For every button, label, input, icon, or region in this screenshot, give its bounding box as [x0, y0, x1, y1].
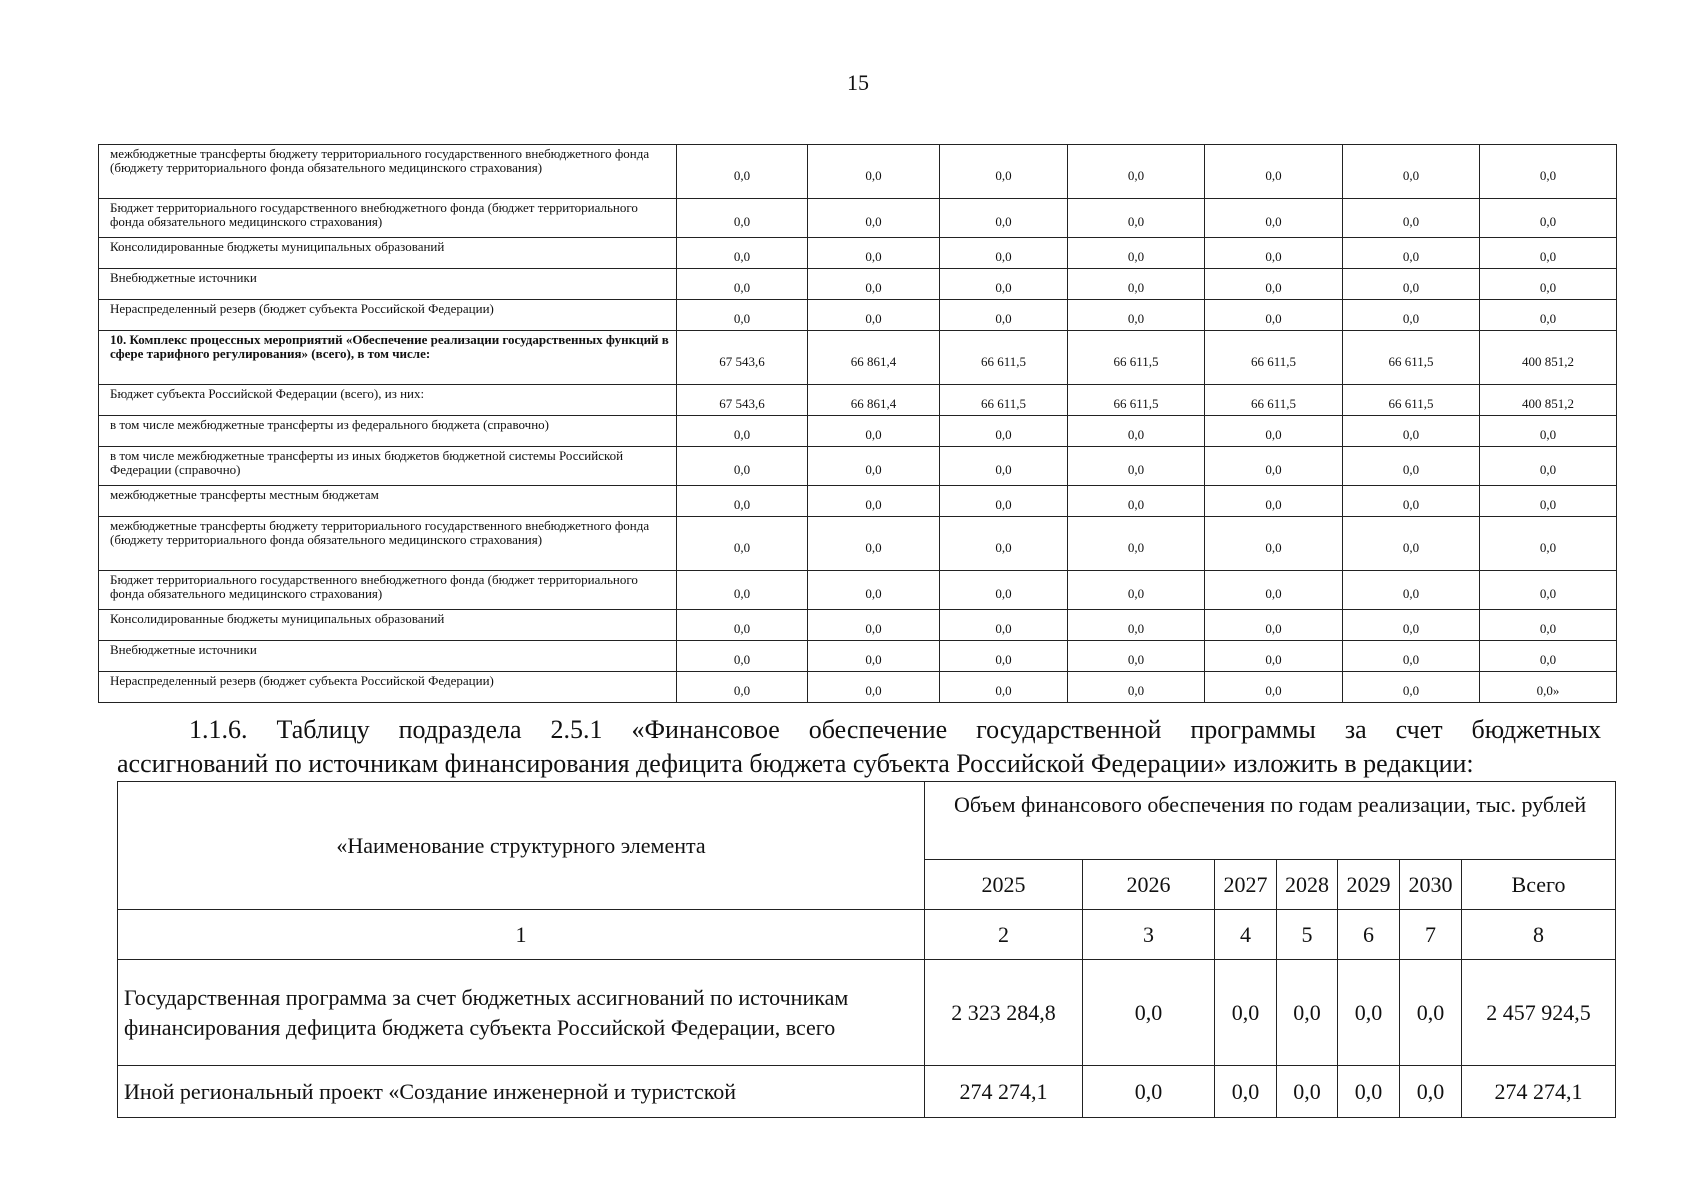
cell-value: 0,0: [1205, 517, 1343, 571]
cell-value: 0,0: [940, 269, 1068, 300]
cell-value: 0,0: [1343, 447, 1480, 486]
cell-value: 0,0: [1480, 641, 1617, 672]
cell-value: 0,0: [677, 641, 808, 672]
row-name: 10. Комплекс процессных мероприятий «Обеспечение реализации государственных функций в сфере тарифного регулирования» (всего), в том числе:: [99, 331, 677, 385]
cell-value: 0,0: [808, 238, 940, 269]
cell-value: 0,0: [1215, 1066, 1277, 1118]
row-name: Государственная программа за счет бюджетных ассигнований по источникам финансирования дефицита бюджета субъекта Российской Федерации, всего: [118, 960, 925, 1066]
column-number: 3: [1083, 910, 1215, 960]
cell-value: 0,0: [1343, 571, 1480, 610]
cell-value: 0,0: [940, 571, 1068, 610]
cell-value: 0,0: [1480, 447, 1617, 486]
cell-value: 0,0: [1480, 486, 1617, 517]
cell-value: 0,0: [940, 416, 1068, 447]
cell-value: 0,0: [940, 300, 1068, 331]
cell-value: 0,0: [1068, 610, 1205, 641]
cell-value: 67 543,6: [677, 385, 808, 416]
cell-value: 0,0: [677, 610, 808, 641]
cell-value: 0,0: [1205, 641, 1343, 672]
column-number: 1: [118, 910, 925, 960]
row-name: Иной региональный проект «Создание инженерной и туристской: [118, 1066, 925, 1118]
column-number: 2: [925, 910, 1083, 960]
cell-value: 66 611,5: [940, 385, 1068, 416]
cell-value: 0,0: [1343, 672, 1480, 703]
cell-value: 0,0: [940, 610, 1068, 641]
cell-value: 0,0: [1068, 571, 1205, 610]
cell-value: 0,0: [1205, 486, 1343, 517]
cell-value: 0,0: [1205, 610, 1343, 641]
cell-value: 0,0: [677, 238, 808, 269]
year-header: 2026: [1083, 860, 1215, 910]
cell-value: 0,0: [1277, 960, 1338, 1066]
cell-value: 0,0: [1480, 145, 1617, 199]
cell-value: 0,0: [1068, 517, 1205, 571]
table-row: [99, 486, 1617, 517]
row-name: межбюджетные трансферты бюджету территориального государственного внебюджетного фонда (бюджету территориального фонда обязательного медицинского страхования): [99, 517, 677, 571]
cell-value: 0,0: [940, 517, 1068, 571]
cell-value: 2 323 284,8: [925, 960, 1083, 1066]
cell-value: 66 861,4: [808, 385, 940, 416]
cell-value: 0,0: [1068, 238, 1205, 269]
row-name: Бюджет субъекта Российской Федерации (всего), из них:: [99, 385, 677, 416]
cell-value: 274 274,1: [925, 1066, 1083, 1118]
table-row: [99, 641, 1617, 672]
row-name: Внебюджетные источники: [99, 641, 677, 672]
cell-value: 0,0: [940, 641, 1068, 672]
cell-value: 0,0: [1400, 960, 1462, 1066]
cell-value: 0,0: [677, 517, 808, 571]
cell-value: 0,0: [1343, 300, 1480, 331]
cell-value: 0,0: [940, 238, 1068, 269]
cell-value: 0,0: [1343, 199, 1480, 238]
cell-value: 400 851,2: [1480, 331, 1617, 385]
amendment-paragraph: [117, 713, 1601, 781]
cell-value: 0,0: [808, 300, 940, 331]
table-row: [99, 610, 1617, 641]
cell-value: 0,0: [1343, 269, 1480, 300]
cell-value: 0,0: [1480, 199, 1617, 238]
cell-value: 0,0: [1343, 641, 1480, 672]
table-row: [99, 447, 1617, 486]
paragraph-line-1: 1.1.6. Таблицу подраздела 2.5.1 «Финансовое обеспечение государственной программы за счет бюджетных: [189, 715, 1601, 744]
table-row: [99, 416, 1617, 447]
year-header: 2025: [925, 860, 1083, 910]
funding-table-continued: [98, 144, 1617, 703]
cell-value: 0,0: [1205, 145, 1343, 199]
row-name: Консолидированные бюджеты муниципальных образований: [99, 610, 677, 641]
cell-value: 0,0: [677, 300, 808, 331]
cell-value: 0,0: [808, 641, 940, 672]
cell-value: 0,0: [1205, 199, 1343, 238]
cell-value: 0,0: [1068, 269, 1205, 300]
cell-value: 274 274,1: [1462, 1066, 1616, 1118]
cell-value: 0,0: [808, 672, 940, 703]
row-name: Консолидированные бюджеты муниципальных образований: [99, 238, 677, 269]
row-name: межбюджетные трансферты местным бюджетам: [99, 486, 677, 517]
row-name: в том числе межбюджетные трансферты из иных бюджетов бюджетной системы Российской Федерации (справочно): [99, 447, 677, 486]
cell-value: 0,0: [1343, 238, 1480, 269]
cell-value: 0,0: [1068, 145, 1205, 199]
table-row: [99, 145, 1617, 199]
cell-value: 0,0: [1277, 1066, 1338, 1118]
row-name: межбюджетные трансферты бюджету территориального государственного внебюджетного фонда (бюджету территориального фонда обязательного медицинского страхования): [99, 145, 677, 199]
cell-value: 0,0: [940, 145, 1068, 199]
cell-value: 0,0: [1338, 960, 1400, 1066]
cell-value: 0,0: [1205, 672, 1343, 703]
cell-value: 66 861,4: [808, 331, 940, 385]
cell-value: 0,0: [1205, 269, 1343, 300]
cell-value: 0,0: [1205, 447, 1343, 486]
cell-value: 0,0: [1068, 416, 1205, 447]
row-name: Внебюджетные источники: [99, 269, 677, 300]
cell-value: 0,0: [1215, 960, 1277, 1066]
cell-value: 0,0: [1205, 416, 1343, 447]
table-row: [99, 300, 1617, 331]
header-structural-element: «Наименование структурного элемента: [118, 782, 925, 910]
table-row: [99, 517, 1617, 571]
cell-value: 0,0: [940, 199, 1068, 238]
table-row: [99, 571, 1617, 610]
cell-value: 0,0: [1343, 517, 1480, 571]
cell-value: 0,0: [1480, 416, 1617, 447]
column-number: 4: [1215, 910, 1277, 960]
year-header: 2028: [1277, 860, 1338, 910]
year-header: 2030: [1400, 860, 1462, 910]
row-name: Бюджет территориального государственного внебюджетного фонда (бюджет территориального фонда обязательного медицинского страхования): [99, 199, 677, 238]
cell-value: 0,0: [1480, 517, 1617, 571]
cell-value: 0,0: [808, 199, 940, 238]
cell-value: 0,0: [1480, 269, 1617, 300]
cell-value: 0,0: [808, 610, 940, 641]
cell-value: 0,0: [1083, 960, 1215, 1066]
cell-value: 66 611,5: [1068, 385, 1205, 416]
header-funding-volume: Объем финансового обеспечения по годам реализации, тыс. рублей: [925, 782, 1616, 860]
cell-value: 0,0: [677, 447, 808, 486]
cell-value: 0,0: [677, 269, 808, 300]
table-row: [99, 385, 1617, 416]
row-name: Нераспределенный резерв (бюджет субъекта Российской Федерации): [99, 672, 677, 703]
cell-value: 0,0: [677, 672, 808, 703]
cell-value: 0,0: [1205, 238, 1343, 269]
paragraph-line-2: ассигнований по источникам финансирования дефицита бюджета субъекта Российской Федерации» изложить в редакции:: [117, 749, 1474, 778]
cell-value: 0,0: [1343, 145, 1480, 199]
table-row: [99, 269, 1617, 300]
cell-value: 0,0: [677, 486, 808, 517]
table-row: [118, 960, 1616, 1066]
cell-value: 0,0: [1068, 672, 1205, 703]
table-row: [99, 331, 1617, 385]
cell-value: 66 611,5: [1068, 331, 1205, 385]
cell-value: 0,0: [1480, 300, 1617, 331]
page-number: 15: [847, 70, 869, 95]
cell-value: 0,0: [1343, 416, 1480, 447]
cell-value: 0,0: [808, 447, 940, 486]
cell-value: 0,0: [808, 486, 940, 517]
year-header: 2027: [1215, 860, 1277, 910]
cell-value: 0,0: [1068, 641, 1205, 672]
cell-value: 0,0: [1338, 1066, 1400, 1118]
cell-value: 0,0: [940, 447, 1068, 486]
cell-value: 0,0: [677, 571, 808, 610]
cell-value: 0,0: [1480, 238, 1617, 269]
cell-value: 0,0: [1083, 1066, 1215, 1118]
cell-value: 66 611,5: [1343, 385, 1480, 416]
cell-value: 0,0»: [1480, 672, 1617, 703]
row-name: Бюджет территориального государственного внебюджетного фонда (бюджет территориального фонда обязательного медицинского страхования): [99, 571, 677, 610]
table-row: [99, 238, 1617, 269]
cell-value: 0,0: [1480, 610, 1617, 641]
cell-value: 400 851,2: [1480, 385, 1617, 416]
table-row: [99, 672, 1617, 703]
cell-value: 0,0: [940, 486, 1068, 517]
cell-value: 0,0: [1343, 486, 1480, 517]
cell-value: 2 457 924,5: [1462, 960, 1616, 1066]
column-number: 8: [1462, 910, 1616, 960]
cell-value: 66 611,5: [1343, 331, 1480, 385]
year-header: Всего: [1462, 860, 1616, 910]
cell-value: 0,0: [808, 145, 940, 199]
table-row: [118, 1066, 1616, 1118]
column-number: 7: [1400, 910, 1462, 960]
cell-value: 0,0: [1205, 571, 1343, 610]
row-name: в том числе межбюджетные трансферты из федерального бюджета (справочно): [99, 416, 677, 447]
cell-value: 0,0: [1068, 199, 1205, 238]
cell-value: 0,0: [677, 199, 808, 238]
year-header: 2029: [1338, 860, 1400, 910]
cell-value: 0,0: [808, 269, 940, 300]
cell-value: 66 611,5: [940, 331, 1068, 385]
cell-value: 66 611,5: [1205, 331, 1343, 385]
cell-value: 0,0: [808, 416, 940, 447]
cell-value: 0,0: [1068, 447, 1205, 486]
cell-value: 66 611,5: [1205, 385, 1343, 416]
cell-value: 0,0: [940, 672, 1068, 703]
cell-value: 0,0: [1068, 486, 1205, 517]
cell-value: 0,0: [1400, 1066, 1462, 1118]
row-name: Нераспределенный резерв (бюджет субъекта Российской Федерации): [99, 300, 677, 331]
column-number: 5: [1277, 910, 1338, 960]
cell-value: 0,0: [1068, 300, 1205, 331]
deficit-funding-table: [117, 781, 1616, 1118]
cell-value: 0,0: [808, 517, 940, 571]
cell-value: 0,0: [1205, 300, 1343, 331]
cell-value: 67 543,6: [677, 331, 808, 385]
cell-value: 0,0: [1480, 571, 1617, 610]
cell-value: 0,0: [1343, 610, 1480, 641]
table-row: [99, 199, 1617, 238]
cell-value: 0,0: [677, 145, 808, 199]
cell-value: 0,0: [677, 416, 808, 447]
column-number: 6: [1338, 910, 1400, 960]
cell-value: 0,0: [808, 571, 940, 610]
